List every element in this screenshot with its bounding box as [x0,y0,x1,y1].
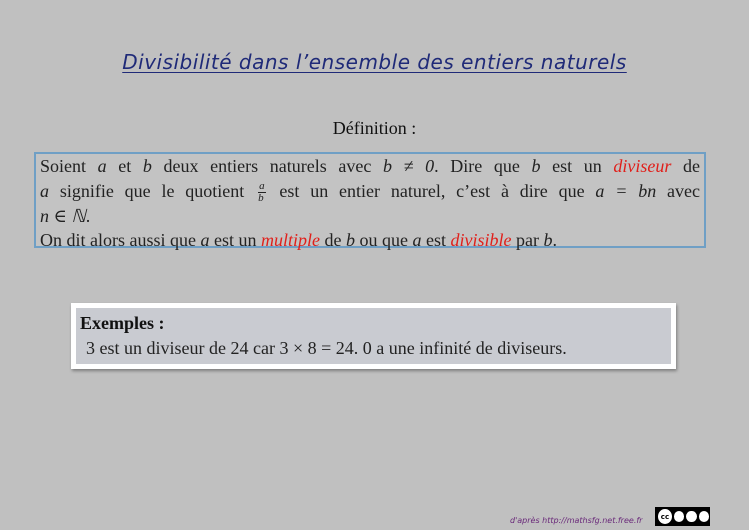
examples-inner [76,308,671,364]
definition-line-4: On dit alors aussi que a est un multiple de b ou que a est divisible par b. [40,230,557,251]
footer-credit: d'après http://mathsfg.net.free.fr [510,516,643,525]
by-icon [674,511,684,522]
page-title: Divisibilité dans l’ensemble des entiers naturels [122,50,627,74]
term-divisible: divisible [450,230,512,251]
definition-heading: Définition : [332,118,417,138]
examples-title: Exemples : [80,313,165,333]
sa-icon [699,511,709,522]
fraction-a-over-b: $\frac{a}{b}$ [258,179,265,204]
definition-box [34,152,706,251]
definition-line-3: n ∈ ℕ. [40,205,91,226]
nc-icon [686,511,696,522]
examples-box [71,303,676,369]
definition-line-2: a signifie que le quotient $\frac{a}{b}$ est un entier naturel, c’est à dire que a = bn avec [40,179,700,204]
cc-license-icon [655,507,710,526]
term-diviseur: diviseur [613,156,672,176]
term-multiple: multiple [260,230,320,251]
examples-text: 3 est un diviseur de 24 car 3 × 8 = 24. 0 a une infinité de diviseurs. [86,338,567,358]
definition-line-1: Soient a et b deux entiers naturels avec b ≠ 0. Dire que b est un diviseur de [40,156,700,176]
cc-logo-icon: cc [658,509,672,524]
